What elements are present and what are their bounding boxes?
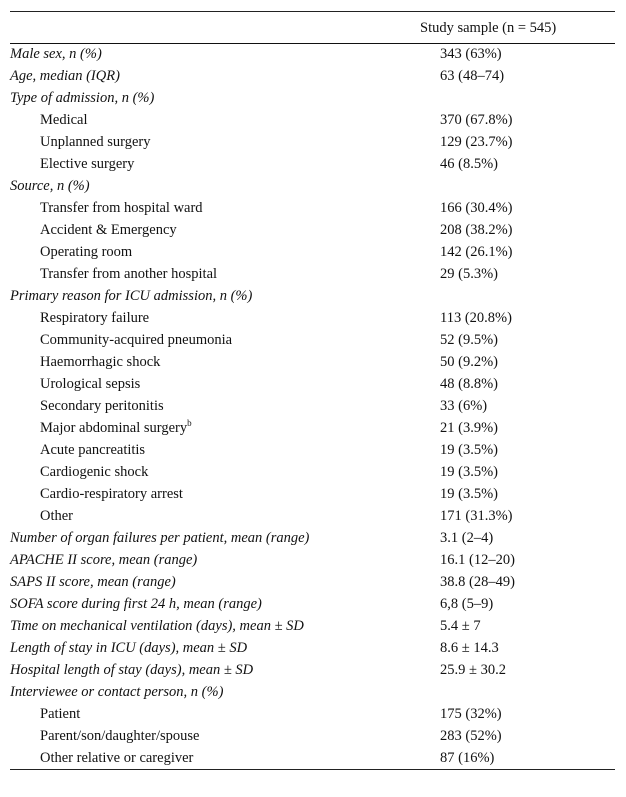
row-label bbox=[10, 197, 440, 219]
row-label bbox=[10, 505, 440, 527]
row-label-text: Primary reason for ICU admission, n (%) bbox=[10, 288, 253, 304]
table-body bbox=[10, 43, 615, 770]
row-value: 129 (23.7%) bbox=[440, 134, 513, 150]
table-row bbox=[10, 461, 615, 483]
row-label bbox=[10, 285, 440, 307]
row-label-text: Length of stay in ICU (days), mean ± SD bbox=[10, 640, 248, 656]
row-label bbox=[10, 571, 440, 593]
table-row bbox=[10, 329, 615, 351]
table-row bbox=[10, 439, 615, 461]
row-value: 175 (32%) bbox=[440, 706, 502, 722]
row-label-text: APACHE II score, mean (range) bbox=[10, 552, 198, 568]
row-value: 50 (9.2%) bbox=[440, 354, 498, 370]
table-row bbox=[10, 263, 615, 285]
row-label bbox=[10, 351, 440, 373]
row-label bbox=[10, 659, 440, 681]
table-row bbox=[10, 395, 615, 417]
row-label-text: Elective surgery bbox=[40, 156, 135, 172]
table-row bbox=[10, 131, 615, 153]
row-label bbox=[10, 637, 440, 659]
row-value bbox=[440, 285, 615, 307]
row-label-text: Medical bbox=[40, 112, 88, 128]
row-value: 33 (6%) bbox=[440, 398, 488, 414]
row-value: 283 (52%) bbox=[440, 728, 502, 744]
header-study-sample: Study sample (n = 545) bbox=[10, 12, 615, 44]
row-label bbox=[10, 263, 440, 285]
row-label bbox=[10, 593, 440, 615]
table-row bbox=[10, 373, 615, 395]
row-label bbox=[10, 439, 440, 461]
table-row bbox=[10, 483, 615, 505]
table-row bbox=[10, 417, 615, 439]
row-label-text: Major abdominal surgery bbox=[40, 420, 188, 436]
table-header-row bbox=[10, 12, 615, 44]
row-value: 6,8 (5–9) bbox=[440, 596, 494, 612]
row-label-text: Age, median (IQR) bbox=[10, 68, 120, 84]
table-row bbox=[10, 659, 615, 681]
row-value: 19 (3.5%) bbox=[440, 486, 498, 502]
table-row bbox=[10, 549, 615, 571]
row-value: 19 (3.5%) bbox=[440, 442, 498, 458]
table-row bbox=[10, 65, 615, 87]
row-label-text: Interviewee or contact person, n (%) bbox=[10, 684, 224, 700]
row-label-text: Other bbox=[40, 508, 74, 524]
row-label bbox=[10, 527, 440, 549]
row-label-text: Haemorrhagic shock bbox=[40, 354, 161, 370]
row-label-text: Operating room bbox=[40, 244, 133, 260]
row-value: 208 (38.2%) bbox=[440, 222, 513, 238]
row-value bbox=[440, 681, 615, 703]
table-row bbox=[10, 153, 615, 175]
table-row bbox=[10, 241, 615, 263]
table-row bbox=[10, 43, 615, 65]
row-label bbox=[10, 461, 440, 483]
row-value: 29 (5.3%) bbox=[440, 266, 498, 282]
table-row bbox=[10, 593, 615, 615]
row-value bbox=[440, 175, 615, 197]
row-label bbox=[10, 681, 440, 703]
row-value: 166 (30.4%) bbox=[440, 200, 513, 216]
row-value: 142 (26.1%) bbox=[440, 244, 513, 260]
row-label-text: Community-acquired pneumonia bbox=[40, 332, 233, 348]
row-label-text: Male sex, n (%) bbox=[10, 46, 102, 62]
row-value: 8.6 ± 14.3 bbox=[440, 640, 499, 656]
row-label bbox=[10, 373, 440, 395]
row-label-text: Transfer from hospital ward bbox=[40, 200, 203, 216]
row-label bbox=[10, 395, 440, 417]
row-label bbox=[10, 483, 440, 505]
row-label bbox=[10, 219, 440, 241]
row-label-text: Type of admission, n (%) bbox=[10, 90, 155, 106]
row-label bbox=[10, 65, 440, 87]
table-row bbox=[10, 505, 615, 527]
table-row bbox=[10, 681, 615, 703]
row-label-text: Parent/son/daughter/spouse bbox=[40, 728, 200, 744]
row-label bbox=[10, 615, 440, 637]
row-label bbox=[10, 43, 440, 65]
row-value: 113 (20.8%) bbox=[440, 310, 512, 326]
row-label-text: Secondary peritonitis bbox=[40, 398, 164, 414]
row-label-text: Cardio-respiratory arrest bbox=[40, 486, 183, 502]
table-row bbox=[10, 197, 615, 219]
table-row bbox=[10, 571, 615, 593]
row-value: 38.8 (28–49) bbox=[440, 574, 515, 590]
row-label bbox=[10, 175, 440, 197]
row-label-text: SAPS II score, mean (range) bbox=[10, 574, 176, 590]
row-label bbox=[10, 87, 440, 109]
row-label bbox=[10, 153, 440, 175]
row-label-text: Other relative or caregiver bbox=[40, 750, 194, 766]
row-label-text: Hospital length of stay (days), mean ± SD bbox=[10, 662, 254, 678]
row-value: 21 (3.9%) bbox=[440, 420, 498, 436]
row-label bbox=[10, 747, 440, 770]
row-label bbox=[10, 417, 440, 439]
study-sample-table bbox=[10, 11, 615, 44]
row-label bbox=[10, 549, 440, 571]
row-value bbox=[440, 87, 615, 109]
table-row bbox=[10, 703, 615, 725]
table-row bbox=[10, 527, 615, 549]
table-row bbox=[10, 109, 615, 131]
row-label-text: Unplanned surgery bbox=[40, 134, 151, 150]
row-label-text: Cardiogenic shock bbox=[40, 464, 149, 480]
row-value: 25.9 ± 30.2 bbox=[440, 662, 506, 678]
table-row bbox=[10, 87, 615, 109]
row-value: 343 (63%) bbox=[440, 46, 502, 62]
row-label bbox=[10, 131, 440, 153]
table-row bbox=[10, 637, 615, 659]
row-label-text: Acute pancreatitis bbox=[40, 442, 146, 458]
row-value: 48 (8.8%) bbox=[440, 376, 498, 392]
table-row bbox=[10, 219, 615, 241]
row-value: 16.1 (12–20) bbox=[440, 552, 515, 568]
row-value: 5.4 ± 7 bbox=[440, 618, 481, 634]
row-value: 63 (48–74) bbox=[440, 68, 505, 84]
row-value: 46 (8.5%) bbox=[440, 156, 498, 172]
row-label bbox=[10, 725, 440, 747]
row-label-text: Time on mechanical ventilation (days), mean ± SD bbox=[10, 618, 304, 634]
table-row bbox=[10, 725, 615, 747]
row-label bbox=[10, 703, 440, 725]
row-value: 370 (67.8%) bbox=[440, 112, 513, 128]
row-value: 19 (3.5%) bbox=[440, 464, 498, 480]
row-label-text: Source, n (%) bbox=[10, 178, 90, 194]
table-row bbox=[10, 175, 615, 197]
row-label-text: Accident & Emergency bbox=[40, 222, 177, 238]
table-row bbox=[10, 351, 615, 373]
row-label bbox=[10, 241, 440, 263]
row-label-text: SOFA score during first 24 h, mean (range) bbox=[10, 596, 262, 612]
footnote-marker: b bbox=[187, 418, 192, 429]
row-label-text: Urological sepsis bbox=[40, 376, 141, 392]
table-row bbox=[10, 615, 615, 637]
table-rows bbox=[10, 43, 615, 770]
row-value: 52 (9.5%) bbox=[440, 332, 498, 348]
row-label bbox=[10, 109, 440, 131]
row-label-text: Respiratory failure bbox=[40, 310, 150, 326]
row-value: 87 (16%) bbox=[440, 750, 495, 766]
table-row bbox=[10, 307, 615, 329]
row-value: 3.1 (2–4) bbox=[440, 530, 494, 546]
table-row bbox=[10, 285, 615, 307]
row-value: 171 (31.3%) bbox=[440, 508, 513, 524]
row-label-text: Transfer from another hospital bbox=[40, 266, 218, 282]
row-label-text: Patient bbox=[40, 706, 81, 722]
row-label bbox=[10, 307, 440, 329]
row-label-text: Number of organ failures per patient, mean (range) bbox=[10, 530, 310, 546]
table-row bbox=[10, 747, 615, 770]
row-label bbox=[10, 329, 440, 351]
